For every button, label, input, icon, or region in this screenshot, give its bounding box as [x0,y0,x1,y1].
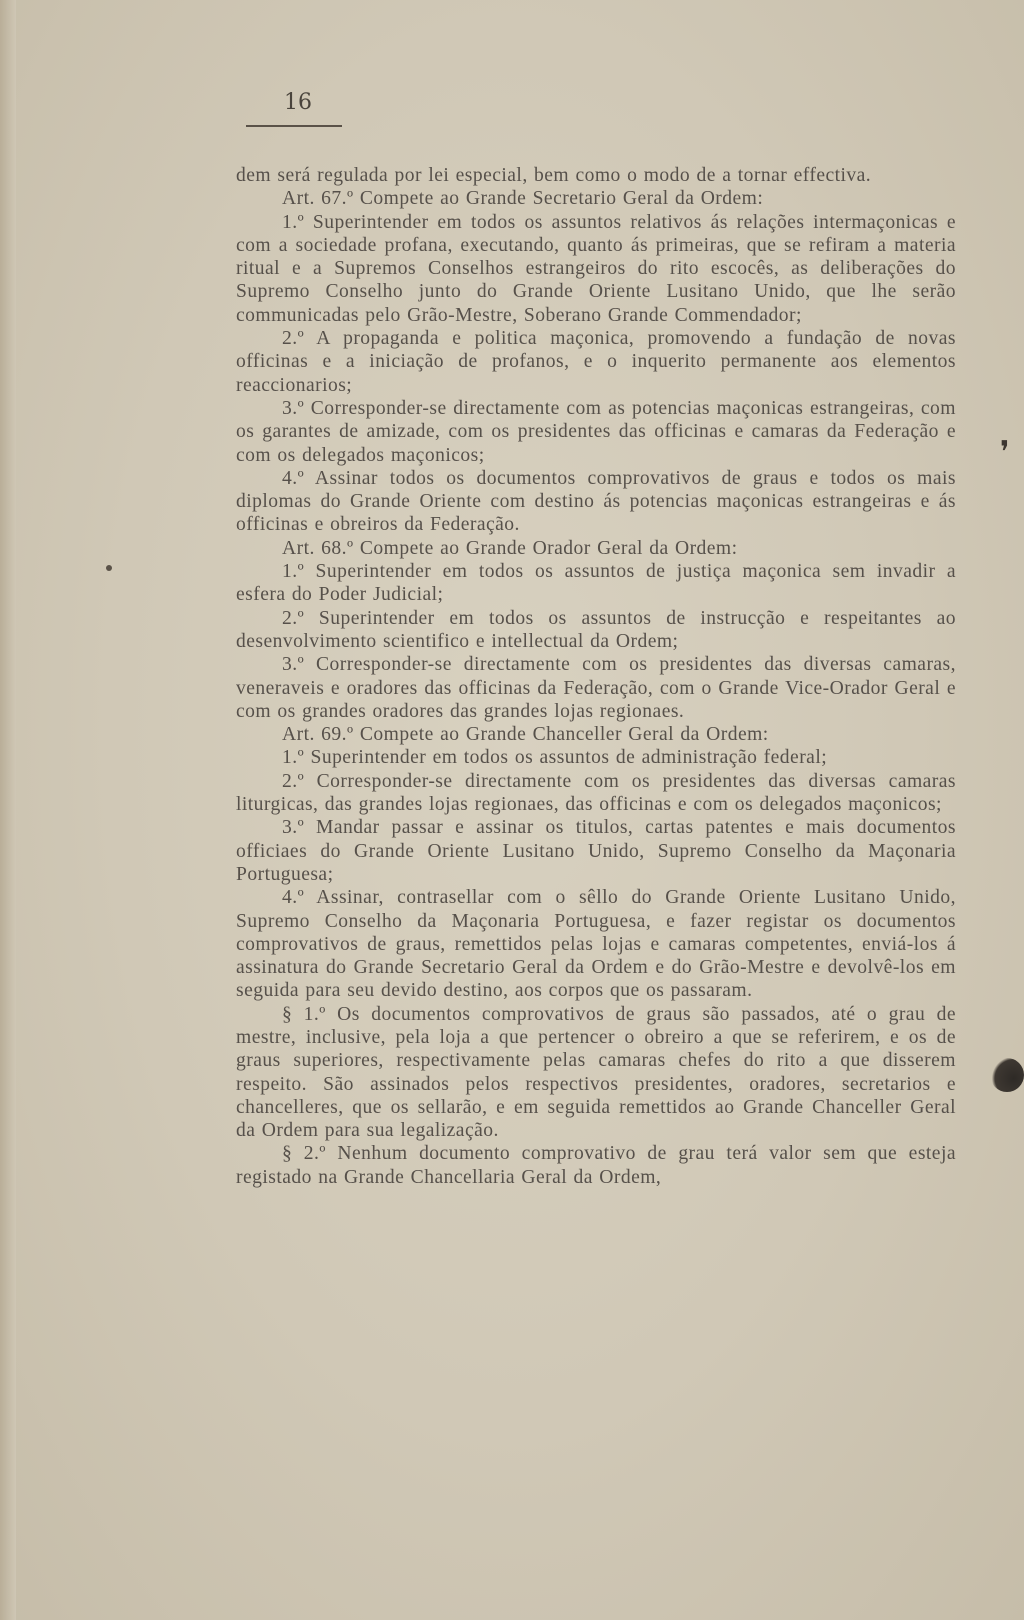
paragraph: 1.º Superintender em todos os assuntos relativos ás relações intermaçonicas e com a sociedade profana, executando, quanto ás primeiras, que se refiram a materia ritual e a Supremos Conselhos estrangeiros do rito escocês, as deliberações do Supremo Conselho junto do Grande Oriente Lusitano Unido, que lhe serão communicadas pelo Grão-Mestre, Soberano Grande Commendador; [236,211,956,326]
paragraph: 2.º Corresponder-se directamente com os presidentes das diversas camaras liturgicas, das grandes lojas regionaes, das officinas e com os delegados maçonicos; [236,770,956,816]
ink-blot-icon [990,1058,1024,1092]
section-paragraph: § 1.º Os documentos comprovativos de graus são passados, até o grau de mestre, inclusive, pela loja a que pertencer o obreiro a que se referirem, e os de graus superiores, respectivamente pelas camaras chefes do rito a que disserem respeito. São assinados pelos respectivos presidentes, oradores, secretarios e chancelleres, que os sellarão, e em seguida remettidos ao Grande Chanceller Geral da Ordem para sua legalização. [236,1003,956,1142]
section-paragraph: § 2.º Nenhum documento comprovativo de grau terá valor sem que esteja registado na Grande Chancellaria Geral da Ordem, [236,1143,956,1188]
paper-spot [106,565,112,571]
paragraph: 1.º Superintender em todos os assuntos de justiça maçonica sem invadir a esfera do Poder Judicial; [236,561,956,606]
paragraph: 3.º Corresponder-se directamente com os presidentes das diversas camaras, veneraveis e oradores das officinas da Federação, com o Grande Vice-Orador Geral e com os grandes oradores das grandes lojas regionaes. [236,654,956,722]
paragraph: 4.º Assinar todos os documentos comprovativos de graus e todos os mais diplomas do Grande Oriente com destino ás potencias maçonicas estrangeiras e ás officinas e obreiros da Federação. [236,467,956,536]
page-number: 16 [284,90,312,115]
article-heading: Art. 68.º Compete ao Grande Orador Geral da Ordem: [282,537,738,559]
paragraph: 4.º Assinar, contrasellar com o sêllo do Grande Oriente Lusitano Unido, Supremo Conselho da Maçonaria Portuguesa, e fazer registar os documentos comprovativos de graus, remettidos pelas lojas e camaras competentes, enviá-los á assinatura do Grande Secretario Geral da Ordem e do Grão-Mestre e devolvê-los em seguida para seu devido destino, aos corpos que os passaram. [236,887,956,1002]
paragraph: dem será regulada por lei especial, bem como o modo de a tornar effectiva. [236,165,872,186]
header-rule [246,125,342,127]
ink-mark-icon: ❜ [1000,435,1010,470]
article-heading: Art. 69.º Compete ao Grande Chanceller Geral da Ordem: [282,724,769,746]
paragraph: 3.º Mandar passar e assinar os titulos, cartas patentes e mais documentos officiaes do Grande Oriente Lusitano Unido, Supremo Conselho da Maçonaria Portuguesa; [236,817,956,885]
paragraph: 3.º Corresponder-se directamente com as potencias maçonicas estrangeiras, com os garantes de amizade, com os presidentes das officinas e camaras da Federação e com os delegados maçonicos; [236,397,956,466]
article-heading: Art. 67.º Compete ao Grande Secretario Geral da Ordem: [282,188,764,210]
body-text [236,164,956,1189]
paragraph: 2.º Superintender em todos os assuntos de instrucção e respeitantes ao desenvolvimento scientifico e intellectual da Ordem; [236,607,956,652]
paragraph: 1.º Superintender em todos os assuntos de administração federal; [282,747,828,769]
paragraph: 2.º A propaganda e politica maçonica, promovendo a fundação de novas officinas e a iniciação de profanos, e o inquerito permanente aos elementos reaccionarios; [236,328,956,396]
page-binding-edge [0,0,16,1620]
